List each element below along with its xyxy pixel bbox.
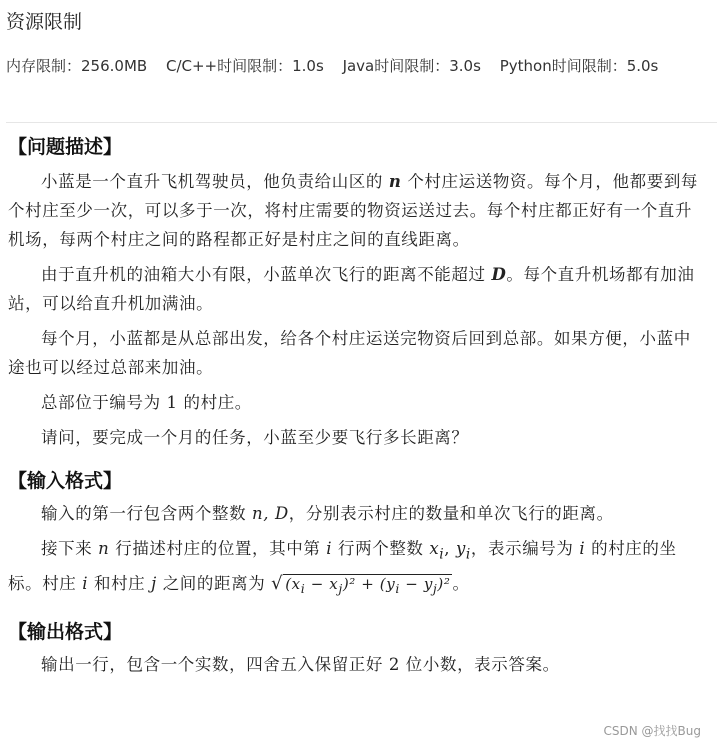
divider — [6, 122, 717, 123]
cpp-time-limit: C/C++时间限制：1.0s — [165, 57, 324, 75]
output-para-1: 输出一行，包含一个实数，四舍五入保留正好 2 位小数，表示答案。 — [41, 655, 560, 675]
description-para-2: 由于直升机的油箱大小有限，小蓝单次飞行的距离不能超过 D。每个直升机场都有加油站，可以给直升机加满油。 — [8, 265, 695, 313]
resource-title: 资源限制 — [6, 11, 83, 33]
description-para-4: 总部位于编号为 1 的村庄。 — [41, 393, 252, 412]
resource-limits — [6, 55, 658, 76]
python-time-limit: Python时间限制：5.0s — [499, 57, 659, 75]
memory-limit: 内存限制：256.0MB — [6, 57, 148, 75]
output-heading: 【输出格式】 — [8, 621, 123, 644]
description-heading: 【问题描述】 — [8, 136, 123, 158]
description-para-5: 请问，要完成一个月的任务，小蓝至少要飞行多长距离？ — [41, 428, 469, 447]
description-para-1: 小蓝是一个直升飞机驾驶员，他负责给山区的 n 个村庄运送物资。每个月，他都要到每个村庄至少一次，可以多于一次，将村庄需要的物资运送过去。每个村庄都正好有一个直升机场，每两个村庄之间的路程都正好是村庄之间的直线距离。 — [8, 172, 699, 249]
java-time-limit: Java时间限制：3.0s — [342, 57, 481, 75]
csdn-watermark: CSDN @找找Bug — [603, 724, 701, 738]
distance-formula: √ $(x_i - x_j)^2 + (y_i - y_j)^2$ — [271, 573, 451, 597]
input-para-2: 接下来 n 行描述村庄的位置，其中第 i 行两个整数 $x_i$, $y_i$，表示编号为 i 的村庄的坐标。村庄 i 和村庄 j 之间的距离为 √ $(x_i - x_j)^2 + (y_i - y_j)^2$ 。 — [8, 539, 677, 597]
input-heading: 【输入格式】 — [8, 470, 123, 492]
problem-body — [8, 126, 707, 679]
description-para-3: 每个月，小蓝都是从总部出发，给各个村庄运送完物资后回到总部。如果方便，小蓝中途也可以经过总部来加油。 — [8, 329, 691, 377]
input-para-1: 输入的第一行包含两个整数 n, D，分别表示村庄的数量和单次飞行的距离。 — [41, 504, 614, 523]
